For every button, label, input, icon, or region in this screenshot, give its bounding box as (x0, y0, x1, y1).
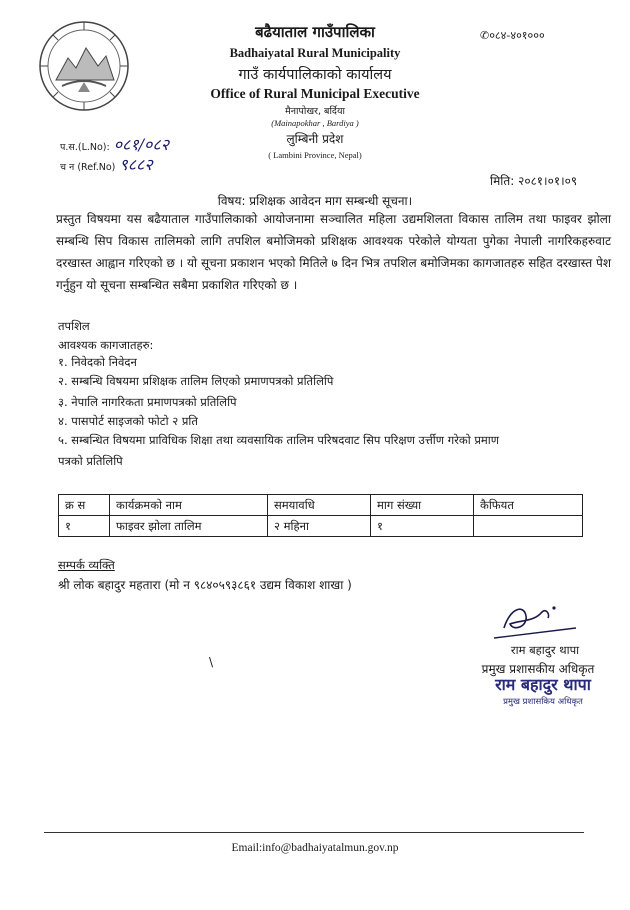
stamp-title: प्रमुख प्रशासकिय अधिकृत (503, 697, 583, 707)
org-name-nepali: बढैयाताल गाउँपालिका (255, 23, 375, 41)
reference-number-label: च न (Ref.No) (60, 162, 116, 173)
phone-number: ✆०८४-४०१००० (480, 29, 545, 42)
letter-number-value: ०८१/०८२ (113, 135, 170, 154)
letter-number (60, 133, 169, 155)
column-header: क्र स (59, 495, 110, 516)
document-item: २. सम्बन्धि विषयमा प्रशिक्षक तालिम लिएको प्रमाणपत्रको प्रतिलिपि (58, 374, 334, 388)
province-english: ( Lambini Province, Nepal) (268, 150, 362, 160)
contact-person: श्री लोक बहादुर महतारा (मो न ९८४०५९३८६१ उद्यम विकाश शाखा ) (58, 578, 352, 592)
document-item-continued: पत्रको प्रतिलिपि (58, 454, 123, 468)
table-cell: १ (59, 516, 110, 537)
place-nepali: मैनापोखर, बर्दिया (285, 106, 345, 117)
subject-line: विषय: प्रशिक्षक आवेदन माग सम्बन्धी सूचना। (217, 194, 413, 208)
office-name-nepali: गाउँ कार्यपालिकाको कार्यालय (238, 67, 392, 83)
column-header: कैफियत (474, 495, 583, 516)
footer-email: Email:info@badhaiyatalmun.gov.np (231, 842, 399, 854)
signatory-title: प्रमुख प्रशासकीय अधिकृत (481, 662, 595, 676)
column-header: समयावधि (268, 495, 371, 516)
org-name-english: Badhaiyatal Rural Municipality (229, 46, 401, 60)
document-item: ३. नेपालि नागरिकता प्रमाणपत्रको प्रतिलिपि (58, 395, 237, 409)
letter-number-label: प.स.(L.No): (60, 142, 110, 153)
table-cell: १ (371, 516, 474, 537)
place-english: (Mainapokhar , Bardiya ) (271, 118, 359, 128)
table-header-row (59, 495, 583, 516)
footer-divider (44, 832, 584, 833)
letter-date: मिति: २०८१।०१।०९ (490, 174, 578, 188)
document-item: ५. सम्बन्धित विषयमा प्राविधिक शिक्षा तथा व्यवसायिक तालिम परिषदवाट सिप परिक्षण उर्त्तीण गरेको प्रमाण (58, 433, 500, 447)
column-header: कार्यक्रमको नाम (110, 495, 268, 516)
column-header: माग संख्या (371, 495, 474, 516)
contact-heading: सम्पर्क व्यक्ति (58, 558, 115, 572)
signatory-name: राम बहादुर थापा (510, 643, 580, 657)
document-item: १. निवेदको निवेदन (58, 355, 137, 369)
program-table (58, 494, 583, 537)
office-name-english: Office of Rural Municipal Executive (210, 86, 420, 101)
handwritten-signature (490, 598, 580, 642)
table-cell (474, 516, 583, 537)
documents-heading: आवश्यक कागजातहरु: (58, 338, 154, 352)
tapsil-label: तपशिल (58, 319, 90, 333)
province-nepali: लुम्बिनी प्रदेश (286, 132, 344, 146)
body-paragraph: प्रस्तुत विषयमा यस बढैयाताल गाउँपालिकाको आयोजनामा सञ्चालित महिला उद्यमशिलता विकास तालिम तथा फाइवर झोला सम्बन्धि सिप विकास तालिमको लागि तपशिल बमोजिमको प्रशिक्षक आवश्यक परेकोले योग्यता पुगेका नेपाली नागरिकहरुवाट दरखास्त आह्वान गरिएको छ । यो सूचना प्रकाशन भएको मितिले ७ दिन भित्र तपशिल बमोजिमका कागजातहरु सहित दरखास्त पेश गर्नुहुन यो सूचना सम्बन्धित सबैमा प्रकाशित गरिएको छ । (56, 212, 611, 292)
document-item: ४. पासपोर्ट साइजको फोटो २ प्रति (58, 414, 198, 428)
stray-mark: \ (209, 655, 214, 669)
municipality-emblem-logo (38, 20, 130, 112)
table-row (59, 516, 583, 537)
reference-number-value: ९८८२ (119, 155, 153, 174)
reference-number (60, 153, 153, 175)
table-cell: २ महिना (268, 516, 371, 537)
stamp-name: राम बहादुर थापा (495, 675, 591, 694)
table-cell: फाइवर झोला तालिम (110, 516, 268, 537)
